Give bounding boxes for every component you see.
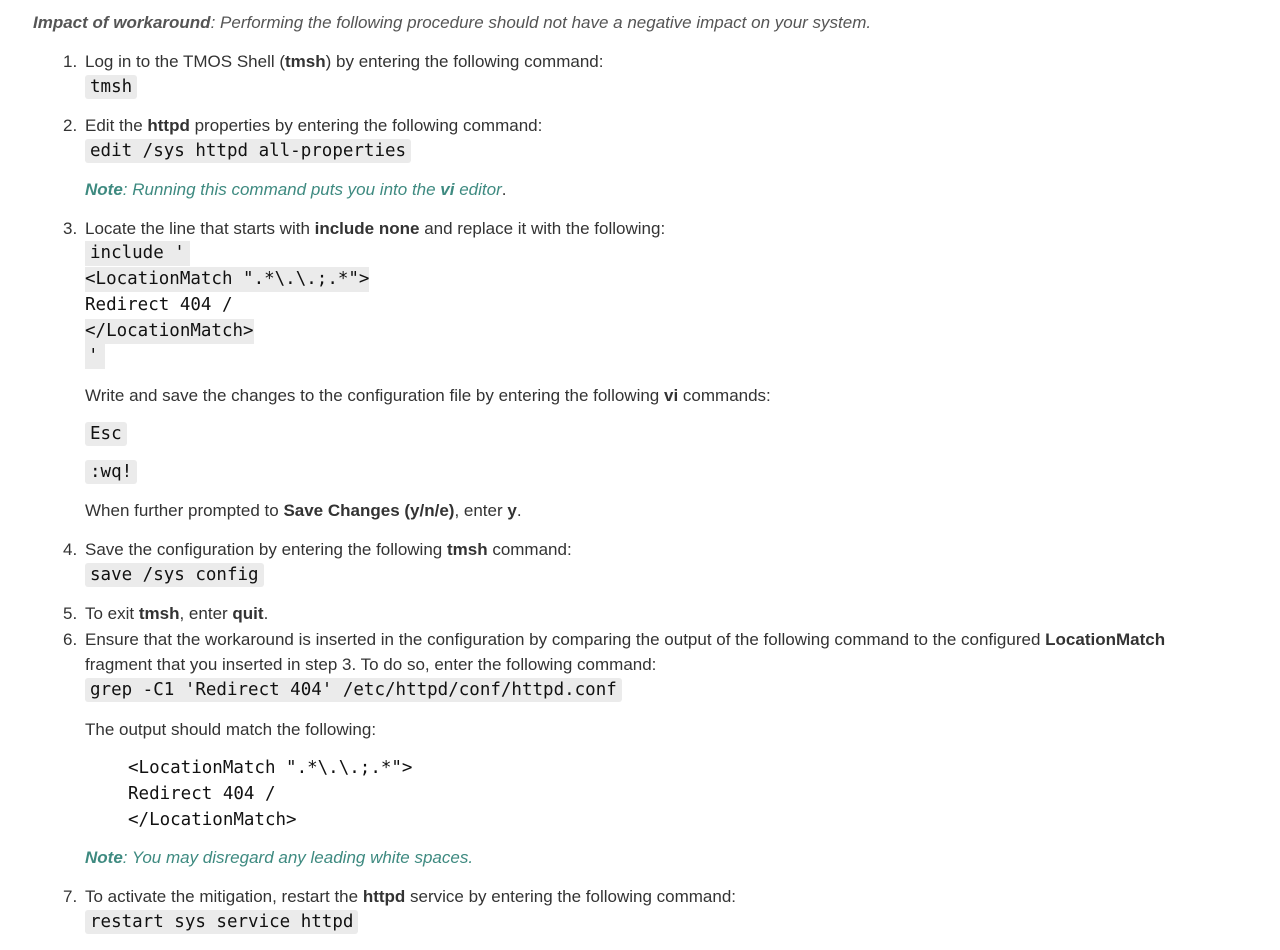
text: Save the configuration by entering the following <box>85 540 447 559</box>
step-text <box>85 627 1165 652</box>
wq-command: :wq! <box>85 460 137 484</box>
bold-text: tmsh <box>446 540 488 559</box>
output-line: Redirect 404 / <box>128 784 276 804</box>
step-number: 6. <box>63 630 78 649</box>
output-intro-text: The output should match the following: <box>85 720 377 739</box>
output-line: </LocationMatch> <box>128 810 297 830</box>
step-text <box>85 537 572 562</box>
step-number: 1. <box>63 52 78 71</box>
bold-text: Save Changes (y/n/e) <box>283 501 455 520</box>
text: Log in to the TMOS Shell ( <box>85 52 286 71</box>
esc-key-block <box>85 421 127 446</box>
impact-label: Impact of workaround <box>33 13 211 32</box>
text: ) by entering the following command: <box>325 52 604 71</box>
bold-text: y <box>507 501 517 520</box>
step-4 <box>63 537 572 587</box>
text: service by entering the following command: <box>405 887 737 906</box>
include-line: include ' <box>85 241 190 266</box>
step-text <box>85 49 603 74</box>
step-6 <box>63 627 1166 702</box>
command-code: tmsh <box>85 75 137 99</box>
command-code: edit /sys httpd all-properties <box>85 139 411 163</box>
output-line: <LocationMatch ".*\.\.;.*"> <box>128 758 413 778</box>
impact-text: : Performing the following procedure should not have a negative impact on your system. <box>210 13 872 32</box>
step-number: 7. <box>63 887 78 906</box>
step-text <box>85 113 542 138</box>
step-text <box>85 884 736 909</box>
note-text: editor <box>454 180 502 199</box>
include-line: Redirect 404 / <box>85 295 233 315</box>
command-code: grep -C1 'Redirect 404' /etc/httpd/conf/httpd.conf <box>85 678 622 702</box>
bold-text: httpd <box>147 116 190 135</box>
note-whitespace <box>85 848 473 868</box>
bold-text: vi <box>664 386 679 405</box>
write-save-text <box>85 386 771 406</box>
step-1 <box>63 49 604 99</box>
text: To activate the mitigation, restart the <box>85 887 363 906</box>
bold-text: LocationMatch <box>1045 630 1166 649</box>
esc-command: Esc <box>85 422 127 446</box>
step-number: 4. <box>63 540 78 559</box>
note-text: : You may disregard any leading white spaces. <box>122 848 474 867</box>
text: , enter <box>179 604 233 623</box>
step-2 <box>63 113 543 163</box>
note-vi-editor <box>85 180 506 200</box>
include-line: <LocationMatch ".*\.\.;.*"> <box>85 267 369 292</box>
save-prompt-text <box>85 501 522 521</box>
note-period: . <box>501 180 507 199</box>
bold-text: tmsh <box>285 52 326 71</box>
text: To exit <box>85 604 139 623</box>
bold-text: include none <box>314 219 420 238</box>
bold-text: quit <box>232 604 264 623</box>
note-label: Note <box>85 848 123 867</box>
text: . <box>263 604 269 623</box>
text: Edit the <box>85 116 148 135</box>
step-3 <box>63 216 666 241</box>
text: When further prompted to <box>85 501 284 520</box>
note-text: : Running this command puts you into the <box>122 180 441 199</box>
text: Locate the line that starts with <box>85 219 315 238</box>
step-text <box>85 601 268 626</box>
bold-text: httpd <box>362 887 406 906</box>
include-line: ' <box>85 344 105 369</box>
text: Write and save the changes to the configuration file by entering the following <box>85 386 664 405</box>
step-5 <box>63 601 269 626</box>
step-text <box>85 216 665 241</box>
wq-key-block <box>85 459 137 484</box>
command-code: save /sys config <box>85 563 264 587</box>
text: . <box>516 501 522 520</box>
step-text-line-2: fragment that you inserted in step 3. To do so, enter the following command: <box>85 655 657 674</box>
command-code: restart sys service httpd <box>85 910 358 934</box>
text: commands: <box>678 386 771 405</box>
note-label: Note <box>85 180 123 199</box>
note-bold: vi <box>440 180 455 199</box>
step-number: 5. <box>63 604 78 623</box>
step-7 <box>63 884 737 934</box>
bold-text: tmsh <box>138 604 180 623</box>
step-number: 2. <box>63 116 78 135</box>
step-number: 3. <box>63 219 78 238</box>
text: properties by entering the following command: <box>189 116 543 135</box>
text: , enter <box>454 501 508 520</box>
text: and replace it with the following: <box>419 219 666 238</box>
text: command: <box>487 540 572 559</box>
text: Ensure that the workaround is inserted in the configuration by comparing the output of the following command to the configured <box>85 630 1046 649</box>
include-line: </LocationMatch> <box>85 319 254 344</box>
impact-statement <box>33 13 871 33</box>
